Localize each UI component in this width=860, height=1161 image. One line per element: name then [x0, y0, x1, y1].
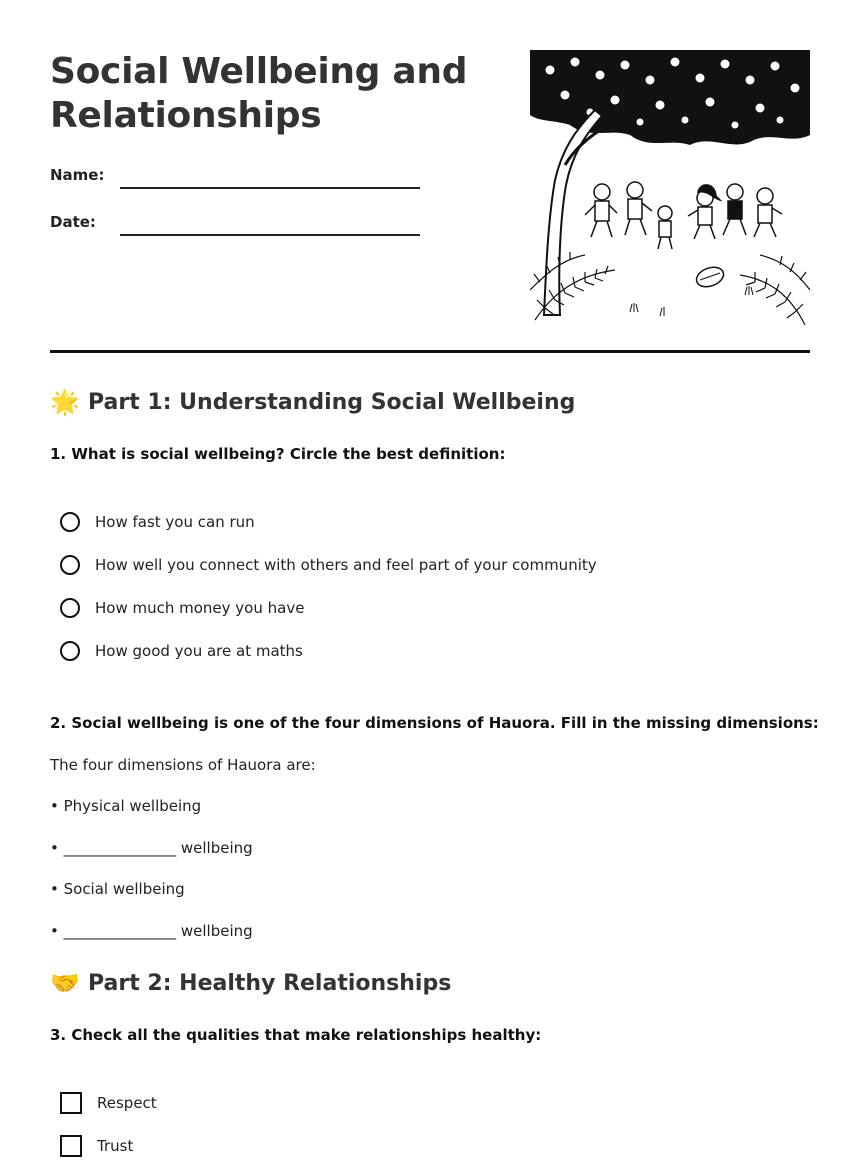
part2-heading — [50, 969, 451, 997]
q1-option-3[interactable] — [60, 598, 304, 618]
date-label: Date: — [50, 213, 96, 231]
q1-option-4[interactable] — [60, 641, 303, 661]
q3-option-respect[interactable] — [60, 1092, 157, 1114]
glowing-star-icon: 🌟 — [50, 388, 80, 416]
date-field[interactable] — [120, 234, 420, 236]
radio-circle[interactable] — [60, 598, 80, 618]
question-1: 1. What is social wellbeing? Circle the best definition: — [50, 445, 506, 463]
q2-intro: The four dimensions of Hauora are: — [50, 756, 316, 774]
q3-option-label: Trust — [97, 1137, 134, 1155]
header-divider — [50, 350, 810, 353]
checkbox[interactable] — [60, 1092, 82, 1114]
question-2: 2. Social wellbeing is one of the four dimensions of Hauora. Fill in the missing dimensions: — [50, 714, 819, 732]
q3-option-trust[interactable] — [60, 1135, 133, 1157]
q1-option-label: How much money you have — [95, 599, 305, 617]
q2-item-3: • Social wellbeing — [50, 880, 185, 898]
part1-heading-text: Part 1: Understanding Social Wellbeing — [88, 389, 576, 415]
q1-option-label: How good you are at maths — [95, 642, 303, 660]
part2-heading-text: Part 2: Healthy Relationships — [88, 970, 452, 996]
q1-option-2[interactable] — [60, 555, 597, 575]
radio-circle[interactable] — [60, 555, 80, 575]
worksheet-title: Social Wellbeing and Relationships — [50, 51, 468, 136]
radio-circle[interactable] — [60, 512, 80, 532]
name-label: Name: — [50, 166, 105, 184]
q1-option-label: How fast you can run — [95, 513, 255, 531]
checkbox[interactable] — [60, 1135, 82, 1157]
name-field[interactable] — [120, 187, 420, 189]
q3-option-label: Respect — [97, 1094, 157, 1112]
q2-item-4[interactable]: • _______________ wellbeing — [50, 922, 253, 940]
q2-item-1: • Physical wellbeing — [50, 797, 202, 815]
question-3: 3. Check all the qualities that make relationships healthy: — [50, 1026, 542, 1044]
part1-heading — [50, 388, 575, 416]
children-playing-under-tree-illustration — [530, 50, 810, 330]
q2-item-2[interactable]: • _______________ wellbeing — [50, 839, 253, 857]
handshake-icon: 🤝 — [50, 969, 80, 997]
q1-option-label: How well you connect with others and feel part of your community — [95, 556, 597, 574]
radio-circle[interactable] — [60, 641, 80, 661]
q1-option-1[interactable] — [60, 512, 255, 532]
